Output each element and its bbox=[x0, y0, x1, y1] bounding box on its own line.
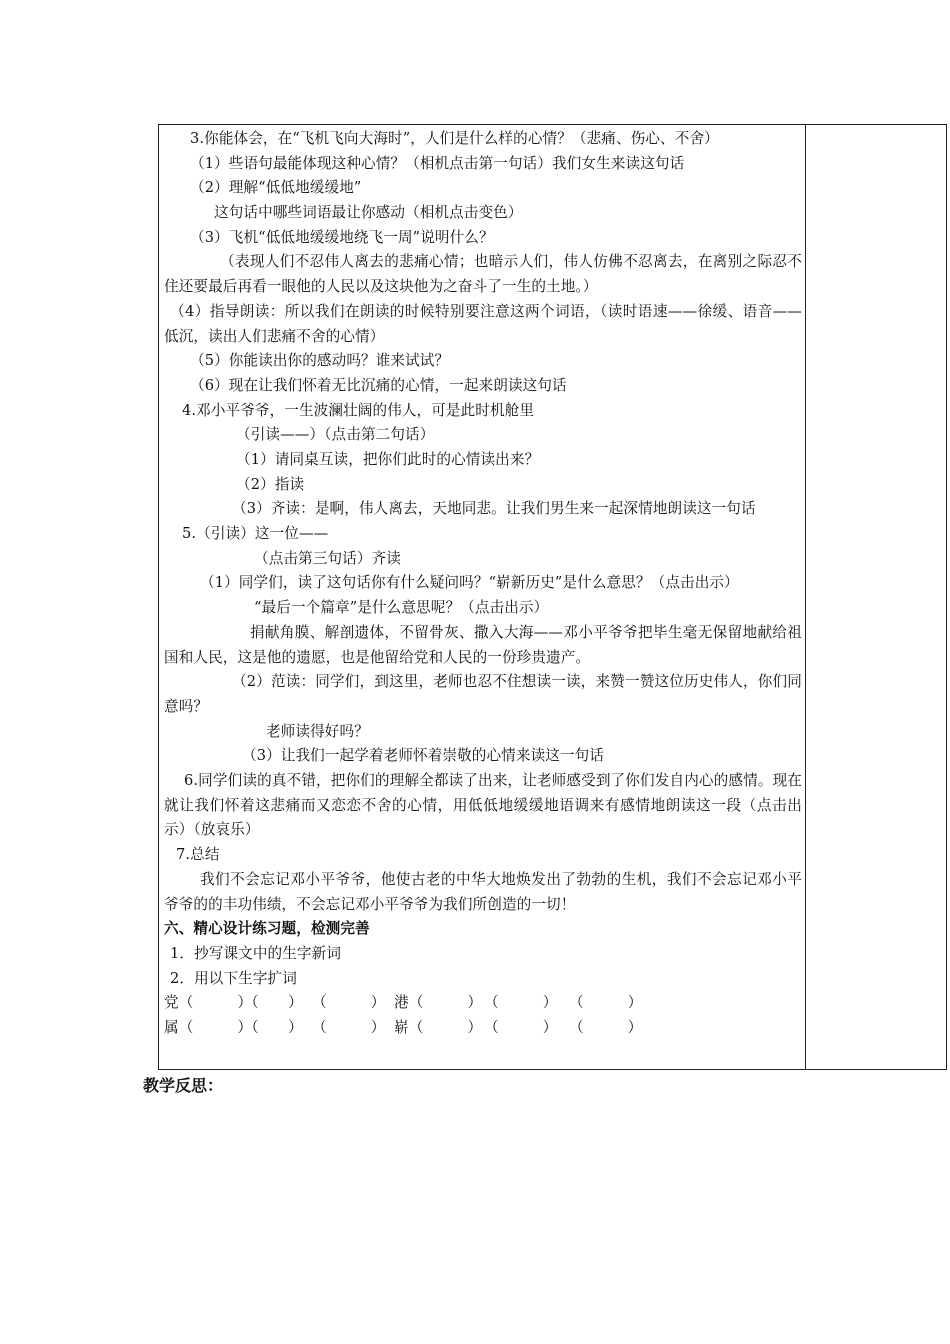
text-paragraph: （4）指导朗读：所以我们在朗读的时候特别要注意这两个词语，（读时语速——徐缓、语音——低沉，读出人们悲痛不舍的心情） bbox=[164, 302, 802, 345]
section-heading: 六、精心设计练习题，检测完善 bbox=[164, 920, 370, 938]
text-line: （3）飞机“低低地缓缓地绕飞一周”说明什么？ bbox=[190, 228, 494, 246]
text-line: 2．用以下生字扩词 bbox=[170, 969, 297, 987]
word-grid-cell: 崭（ ） bbox=[394, 1018, 483, 1036]
teaching-reflection-label: 教学反思： bbox=[143, 1076, 224, 1095]
text-line: “最后一个篇章”是什么意思呢？（点击出示） bbox=[254, 599, 549, 617]
text-line: （3）齐读：是啊，伟人离去，天地同悲。让我们男生来一起深情地朗读这一句话 bbox=[232, 500, 756, 518]
text-line: （2）指读 bbox=[236, 475, 305, 493]
text-line: （1）同学们，读了这句话你有什么疑问吗？“崭新历史”是什么意思？（点击出示） bbox=[200, 574, 739, 592]
text-line: 3.你能体会，在“飞机飞向大海时”，人们是什么样的心情？（悲痛、伤心、不舍） bbox=[190, 130, 719, 147]
word-grid-row bbox=[164, 991, 802, 1016]
word-grid-cell: 属（ ） bbox=[164, 1018, 253, 1036]
text-line: （6）现在让我们怀着无比沉痛的心情，一起来朗读这句话 bbox=[190, 376, 567, 394]
word-grid-cell: （ ） bbox=[312, 994, 386, 1012]
text-line: 1．抄写课文中的生字新词 bbox=[170, 944, 342, 962]
word-grid-cell: （ ） bbox=[569, 1018, 643, 1036]
text-paragraph: （2）范读：同学们，到这里，老师也忍不住想读一读，来赞一赞这位历史伟人，你们同意吗？ bbox=[164, 673, 802, 715]
text-paragraph: 6.同学们读的真不错，把你们的理解全都读了出来，让老师感受到了你们发自内心的感情。现在就让我们怀着这悲痛而又恋恋不舍的心情，用低低地缓缓地语调来有感情地朗读这一段（点击出示）（放哀乐） bbox=[164, 772, 802, 839]
text-paragraph: （表现人们不忍伟人离去的悲痛心情；也暗示人们，伟人仿佛不忍离去，在离别之际忍不住还要最后再看一眼他的人民以及这块他为之奋斗了一生的土地。） bbox=[164, 253, 802, 296]
word-grid-cell: （ ） bbox=[569, 994, 643, 1012]
word-grid-cell: （ ） bbox=[312, 1018, 386, 1036]
text-line: 老师读得好吗？ bbox=[266, 722, 369, 740]
text-line: （1）些语句最能体现这种心情？（相机点击第一句话）我们女生来读这句话 bbox=[190, 154, 685, 172]
word-grid-cell: （ ） bbox=[244, 1018, 303, 1036]
text-line: 5.（引读）这一位—— bbox=[182, 525, 329, 543]
word-grid-cell: （ ） bbox=[484, 994, 558, 1012]
text-line: （点击第三句话）齐读 bbox=[254, 549, 401, 567]
table-column-divider bbox=[805, 124, 806, 1070]
text-line: （3）让我们一起学着老师怀着崇敬的心情来读这一句话 bbox=[242, 747, 605, 765]
word-grid-cell: （ ） bbox=[484, 1018, 558, 1036]
text-line: （引读——）（点击第二句话） bbox=[236, 426, 435, 444]
word-grid-cell: 港（ ） bbox=[394, 994, 483, 1012]
text-paragraph: 我们不会忘记邓小平爷爷，他使古老的中华大地焕发出了勃勃的生机，我们不会忘记邓小平爷爷的的丰功伟绩，不会忘记邓小平爷爷为我们所创造的一切！ bbox=[164, 870, 802, 913]
text-line: （2）理解“低低地缓缓地” bbox=[190, 179, 362, 197]
text-line: 7.总结 bbox=[176, 846, 220, 864]
text-paragraph: 捐献角膜、解剖遗体，不留骨灰、撒入大海——邓小平爷爷把毕生毫无保留地献给祖国和人民，这是他的遗愿，也是他留给党和人民的一份珍贵遗产。 bbox=[164, 623, 802, 666]
word-grid-cell: （ ） bbox=[244, 994, 303, 1012]
text-line: 这句话中哪些词语最让你感动（相机点击变色） bbox=[214, 204, 523, 222]
word-grid-cell: 党（ ） bbox=[164, 994, 253, 1012]
lesson-content bbox=[164, 127, 802, 1041]
text-line: （5）你能读出你的感动吗？谁来试试？ bbox=[190, 352, 450, 370]
text-line: 4.邓小平爷爷，一生波澜壮阔的伟人，可是此时机舱里 bbox=[182, 401, 535, 419]
word-grid-row bbox=[164, 1016, 802, 1041]
text-line: （1）请同桌互读，把你们此时的心情读出来？ bbox=[236, 451, 540, 468]
